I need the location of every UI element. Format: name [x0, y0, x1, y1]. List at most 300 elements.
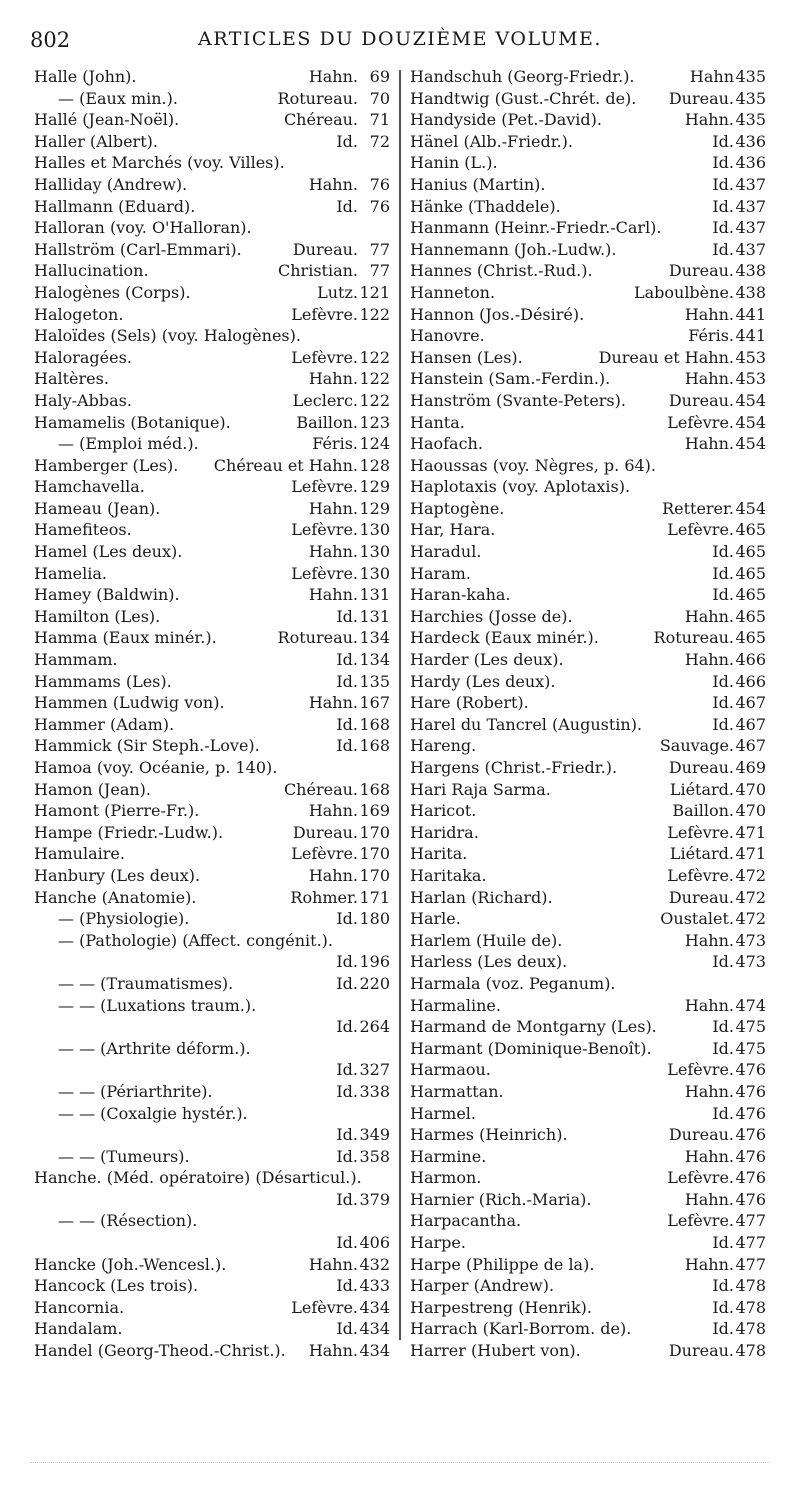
index-entry [34, 1016, 390, 1038]
index-entry [410, 1038, 766, 1060]
entry-author: Hahn. [684, 930, 734, 950]
entry-term: Haptogène. [410, 498, 505, 518]
entry-page: 122 [359, 390, 390, 410]
entry-page: 467 [735, 714, 766, 734]
entry-term: Handalam. [34, 1319, 123, 1339]
entry-page: 435 [735, 88, 766, 108]
entry-author: Hahn. [684, 995, 734, 1015]
entry-term: Haradul. [410, 542, 482, 562]
entry-author: Oustalet. [660, 909, 734, 929]
index-entry [410, 671, 766, 693]
entry-term: Hanovre. [410, 326, 485, 346]
entry-author: Id. [336, 1319, 358, 1339]
index-entry [410, 1232, 766, 1254]
entry-term: Haller (Albert). [34, 131, 158, 151]
entry-reference [669, 260, 766, 282]
entry-reference [312, 433, 390, 455]
entry-page: 441 [735, 326, 766, 346]
entry-author: Lefèvre. [667, 1060, 734, 1080]
entry-reference [336, 649, 390, 671]
entry-reference [669, 88, 766, 110]
entry-reference [358, 930, 390, 952]
entry-reference [685, 304, 766, 326]
entry-page: 379 [359, 1189, 390, 1209]
entry-reference [685, 1146, 766, 1168]
entry-author: Hahn. [684, 606, 734, 626]
entry-author: Baillon. [672, 801, 734, 821]
entry-author: Id. [336, 650, 358, 670]
entry-term: Handyside (Pet.-David). [410, 110, 602, 130]
index-entry [410, 455, 766, 477]
entry-page: 469 [735, 758, 766, 777]
entry-author: Id. [336, 196, 358, 216]
index-entry [410, 606, 766, 628]
entry-page: 180 [359, 909, 390, 929]
entry-term: Handschuh (Georg-Friedr.). [410, 67, 635, 86]
entry-author: Hahn. [308, 174, 358, 194]
entry-term: Hamulaire. [34, 844, 125, 864]
entry-reference [712, 563, 766, 585]
entry-term: Haltères. [34, 369, 109, 389]
entry-page: 327 [359, 1060, 390, 1080]
index-entry [34, 649, 390, 671]
entry-page: 406 [359, 1233, 390, 1253]
entry-reference [712, 1318, 766, 1340]
entry-reference [712, 196, 766, 218]
entry-author: Lefèvre. [667, 822, 734, 842]
entry-reference [685, 433, 766, 455]
entry-term: Harlan (Richard). [410, 887, 553, 907]
index-entry [34, 865, 390, 887]
entry-reference [685, 995, 766, 1017]
entry-term: Hamoa (voy. Océanie, p. 140). [34, 758, 278, 777]
entry-reference [712, 541, 766, 563]
entry-page: 123 [359, 412, 390, 432]
entry-reference [669, 1340, 766, 1362]
entry-author: Liétard. [669, 844, 734, 864]
index-entry [34, 800, 390, 822]
entry-author: Hahn. [684, 1081, 734, 1101]
index-entry [34, 390, 390, 412]
index-entry [34, 109, 390, 131]
entry-reference [690, 66, 766, 88]
entry-author: Hahn. [684, 650, 734, 670]
entry-reference [290, 887, 390, 909]
entry-author: Lefèvre. [291, 520, 358, 540]
index-entry [34, 779, 390, 801]
entry-author: Id. [712, 714, 734, 734]
index-entry [34, 239, 390, 261]
entry-author: Dureau. [668, 390, 734, 410]
entry-page: 131 [359, 606, 390, 626]
entry-term: Hannes (Christ.-Rud.). [410, 261, 593, 281]
entry-author: Id. [712, 218, 734, 238]
entry-reference [712, 152, 766, 174]
entry-term: Haricot. [410, 801, 477, 821]
entry-page: 196 [359, 952, 390, 972]
entry-term: Har, Hara. [410, 520, 496, 540]
entry-author: Sauvage. [659, 736, 734, 756]
index-entry [34, 627, 390, 649]
entry-term: Hanin (L.). [410, 153, 498, 173]
index-entry [410, 1167, 766, 1189]
index-entry [410, 433, 766, 455]
entry-reference [712, 584, 766, 606]
entry-reference [291, 519, 390, 541]
index-entry [34, 1210, 390, 1232]
entry-page: 128 [359, 455, 390, 475]
index-entry [410, 735, 766, 757]
entry-term: Haran-kaha. [410, 585, 511, 605]
entry-term: Hamel (Les deux). [34, 542, 183, 562]
entry-term: Harita. [410, 844, 468, 864]
entry-term: Hari Raja Sarma. [410, 779, 551, 799]
entry-page: 454 [735, 390, 766, 410]
entry-page: 476 [735, 1103, 766, 1123]
index-entry [410, 109, 766, 131]
index-entry [410, 887, 766, 909]
index-entry [34, 887, 390, 909]
entry-term: — — (Tumeurs). [58, 1146, 190, 1166]
page-header [30, 28, 770, 62]
entry-page: 434 [359, 1341, 390, 1361]
index-entry [34, 995, 390, 1017]
index-entry [410, 174, 766, 196]
entry-page: 453 [735, 347, 766, 367]
entry-term: Harlem (Huile de). [410, 930, 563, 950]
entry-term: Hammams (Les). [34, 671, 172, 691]
entry-reference [712, 174, 766, 196]
entry-author: Lefèvre. [291, 1297, 358, 1317]
entry-page: 474 [735, 995, 766, 1015]
entry-term: Hammer (Adam). [34, 714, 175, 734]
index-entry [410, 1146, 766, 1168]
index-entry [410, 865, 766, 887]
entry-reference [712, 671, 766, 693]
entry-author: Id. [712, 563, 734, 583]
entry-term: Harmon. [410, 1168, 482, 1188]
index-entry [410, 1275, 766, 1297]
entry-term: Hänke (Thaddele). [410, 196, 561, 216]
entry-term: Hamberger (Les). [34, 455, 179, 475]
entry-term: Harmattan. [410, 1081, 504, 1101]
entry-author: Id. [336, 1125, 358, 1145]
index-entry [34, 66, 390, 88]
entry-author: Féris. [312, 434, 358, 454]
entry-reference [667, 519, 766, 541]
index-entry [34, 692, 390, 714]
entry-term: Hanneton. [410, 282, 496, 302]
entry-reference [712, 217, 766, 239]
entry-author: Rohmer. [290, 887, 358, 907]
entry-page: 472 [735, 909, 766, 929]
entry-author: Id. [336, 606, 358, 626]
entry-term: Hallucination. [34, 261, 149, 281]
index-entry [410, 1297, 766, 1319]
entry-author: Id. [336, 1189, 358, 1209]
entry-reference [685, 930, 766, 952]
index-entry [34, 260, 390, 282]
index-entry [34, 282, 390, 304]
entry-reference [309, 865, 390, 887]
entry-page: 171 [359, 887, 390, 907]
index-entry [410, 239, 766, 261]
index-entry [34, 433, 390, 455]
index-entry [34, 368, 390, 390]
entry-reference [336, 714, 390, 736]
entry-reference [336, 196, 390, 218]
entry-page: 466 [735, 650, 766, 670]
entry-term: Hanche (Anatomie). [34, 887, 197, 907]
index-entry [34, 1297, 390, 1319]
entry-author: Id. [712, 693, 734, 713]
entry-page: 71 [369, 110, 390, 130]
entry-reference [734, 455, 766, 477]
index-entry [410, 282, 766, 304]
entry-reference [317, 282, 390, 304]
entry-term: Hamon (Jean). [34, 779, 151, 799]
entry-page: 473 [735, 930, 766, 950]
entry-author: Id. [336, 1017, 358, 1037]
entry-reference [309, 800, 390, 822]
entry-author: Id. [336, 952, 358, 972]
entry-reference [291, 476, 390, 498]
entry-author: Id. [336, 1276, 358, 1296]
entry-reference [309, 584, 390, 606]
entry-term: Harmant (Dominique-Benoît). [410, 1038, 652, 1058]
index-entry [34, 1081, 390, 1103]
index-entry [34, 1254, 390, 1276]
entry-page: 349 [359, 1125, 390, 1145]
index-entry [34, 1124, 390, 1146]
entry-reference [336, 1318, 390, 1340]
index-entry [410, 1254, 766, 1276]
entry-author: Hahn. [308, 585, 358, 605]
entry-page: 434 [359, 1297, 390, 1317]
entry-page: 473 [735, 952, 766, 972]
entry-author: Dureau. [292, 239, 358, 259]
entry-author: Id. [712, 585, 734, 605]
entry-term: Hareng. [410, 736, 477, 756]
index-entry [410, 1016, 766, 1038]
entry-page: 167 [359, 693, 390, 713]
entry-page: 476 [735, 1125, 766, 1145]
entry-page: 478 [735, 1341, 766, 1361]
entry-term: Haloragées. [34, 347, 132, 367]
entry-author: Hahn. [684, 369, 734, 389]
entry-author: Id. [712, 952, 734, 972]
entry-page: 437 [735, 174, 766, 194]
entry-page: 436 [735, 131, 766, 151]
entry-term: — — (Traumatismes). [58, 973, 234, 993]
entry-term: Haridra. [410, 822, 479, 842]
entry-page: 130 [359, 542, 390, 562]
entry-term: Hammen (Ludwig von). [34, 693, 225, 713]
index-entry [410, 476, 766, 498]
entry-term: Hamma (Eaux minér.). [34, 628, 217, 648]
entry-author: Id. [712, 174, 734, 194]
entry-page: 131 [359, 585, 390, 605]
entry-author: Hahn. [308, 865, 358, 885]
entry-reference [296, 412, 390, 434]
entry-reference [685, 606, 766, 628]
entry-reference [669, 390, 766, 412]
index-entry [34, 1146, 390, 1168]
entry-author: Hahn. [684, 304, 734, 324]
index-entry [410, 563, 766, 585]
entry-term: Haloïdes (Sels) (voy. Halogènes). [34, 326, 301, 346]
entry-page: 478 [735, 1276, 766, 1296]
index-entry [34, 1103, 390, 1125]
entry-reference [660, 735, 766, 757]
entry-page: 477 [735, 1254, 766, 1274]
entry-author: Id. [336, 714, 358, 734]
entry-term: Harmel. [410, 1103, 476, 1123]
entry-term: Harder (Les deux). [410, 650, 564, 670]
index-entry [410, 304, 766, 326]
entry-term: Harrer (Hubert von). [410, 1341, 581, 1361]
entry-author: Id. [712, 1276, 734, 1296]
entry-author: Lefèvre. [291, 347, 358, 367]
entry-author: Chéreau. [283, 779, 358, 799]
entry-term: Hare (Robert). [410, 693, 529, 713]
entry-reference [336, 735, 390, 757]
index-entry [34, 347, 390, 369]
entry-author: Id. [712, 1038, 734, 1058]
entry-term: Hardeck (Eaux minér.). [410, 628, 599, 648]
index-entry [410, 951, 766, 973]
entry-author: Féris. [688, 326, 734, 346]
entry-reference [667, 1210, 766, 1232]
index-entry [34, 1232, 390, 1254]
index-entry [410, 88, 766, 110]
entry-term: Halogènes (Corps). [34, 282, 191, 302]
entry-page: 433 [359, 1276, 390, 1296]
index-entry [410, 1318, 766, 1340]
entry-reference [309, 174, 390, 196]
entry-author: Dureau. [668, 1341, 734, 1361]
entry-reference [336, 951, 390, 973]
entry-reference [712, 131, 766, 153]
entry-term: Hamelia. [34, 563, 107, 583]
entry-term: Halle (John). [34, 67, 137, 86]
entry-reference [336, 1081, 390, 1103]
column-divider [399, 70, 401, 1340]
entry-page: 467 [735, 693, 766, 713]
entry-term: Harmaline. [410, 995, 501, 1015]
index-entry [34, 1189, 390, 1211]
index-entry [410, 930, 766, 952]
entry-term: Hanstein (Sam.-Ferdin.). [410, 369, 611, 389]
entry-page: 465 [735, 585, 766, 605]
entry-term: Haram. [410, 563, 471, 583]
entry-page: 465 [735, 563, 766, 583]
entry-author: Leclerc. [292, 390, 358, 410]
entry-page: 454 [735, 434, 766, 454]
index-entry [34, 930, 390, 952]
entry-page: 478 [735, 1319, 766, 1339]
entry-author: Lefèvre. [291, 844, 358, 864]
entry-term: Hannon (Jos.-Désiré). [410, 304, 585, 324]
index-entry [34, 217, 390, 239]
entry-reference [662, 498, 766, 520]
index-column-left [34, 66, 390, 1362]
entry-term: Harnier (Rich.-Maria). [410, 1189, 592, 1209]
entry-term: — — (Arthrite déform.). [58, 1038, 251, 1058]
entry-reference [336, 908, 390, 930]
entry-reference [291, 563, 390, 585]
entry-page: 476 [735, 1081, 766, 1101]
entry-reference [336, 1232, 390, 1254]
entry-reference [358, 217, 390, 239]
entry-term: Hanta. [410, 412, 465, 432]
index-entry [410, 822, 766, 844]
entry-reference [672, 800, 766, 822]
entry-reference [291, 1297, 390, 1319]
entry-page: 477 [735, 1211, 766, 1231]
index-entry [34, 88, 390, 110]
entry-reference [358, 152, 390, 174]
entry-term: Hamamelis (Botanique). [34, 412, 231, 432]
entry-term: Haritaka. [410, 865, 487, 885]
entry-page: 77 [369, 261, 390, 281]
entry-page: 220 [359, 973, 390, 993]
index-entry [410, 1059, 766, 1081]
entry-term: Hancornia. [34, 1297, 125, 1317]
entry-author: Dureau. [292, 822, 358, 842]
entry-term: — — (Coxalgie hystér.). [58, 1103, 248, 1123]
entry-term: Haoussas (voy. Nègres, p. 64). [410, 455, 656, 475]
entry-term: Harel du Tancrel (Augustin). [410, 714, 643, 734]
index-entry [410, 368, 766, 390]
entry-page: 435 [735, 110, 766, 130]
entry-term: Hargens (Christ.-Friedr.). [410, 758, 618, 777]
entry-term: Harmes (Heinrich). [410, 1125, 568, 1145]
index-entry [410, 800, 766, 822]
entry-term: Halles et Marchés (voy. Villes). [34, 153, 285, 173]
entry-reference [309, 66, 390, 88]
entry-term: Hampe (Friedr.-Ludw.). [34, 822, 224, 842]
entry-page: 435 [735, 67, 766, 86]
entry-author: Dureau. [668, 887, 734, 907]
index-entry [34, 325, 390, 347]
entry-author: Hahn. [308, 801, 358, 821]
entry-page: 437 [735, 218, 766, 238]
entry-author: Hahn. [684, 434, 734, 454]
index-entry [410, 995, 766, 1017]
index-entry [34, 174, 390, 196]
entry-term: Hannemann (Joh.-Ludw.). [410, 239, 617, 259]
entry-author: Id. [336, 973, 358, 993]
entry-reference [712, 1297, 766, 1319]
index-entry [34, 714, 390, 736]
entry-reference [309, 368, 390, 390]
entry-term: — (Physiologie). [58, 909, 190, 929]
entry-page: 129 [359, 498, 390, 518]
entry-author: Id. [712, 131, 734, 151]
entry-page: 466 [735, 671, 766, 691]
entry-author: Id. [336, 736, 358, 756]
entry-reference [336, 606, 390, 628]
entry-page: 358 [359, 1146, 390, 1166]
entry-term: — (Pathologie) (Affect. congénit.). [58, 930, 333, 950]
index-entry [410, 1210, 766, 1232]
index-entry [410, 649, 766, 671]
entry-author: Hahn. [308, 1254, 358, 1274]
entry-author: Lefèvre. [291, 304, 358, 324]
entry-reference [291, 304, 390, 326]
entry-reference [309, 498, 390, 520]
